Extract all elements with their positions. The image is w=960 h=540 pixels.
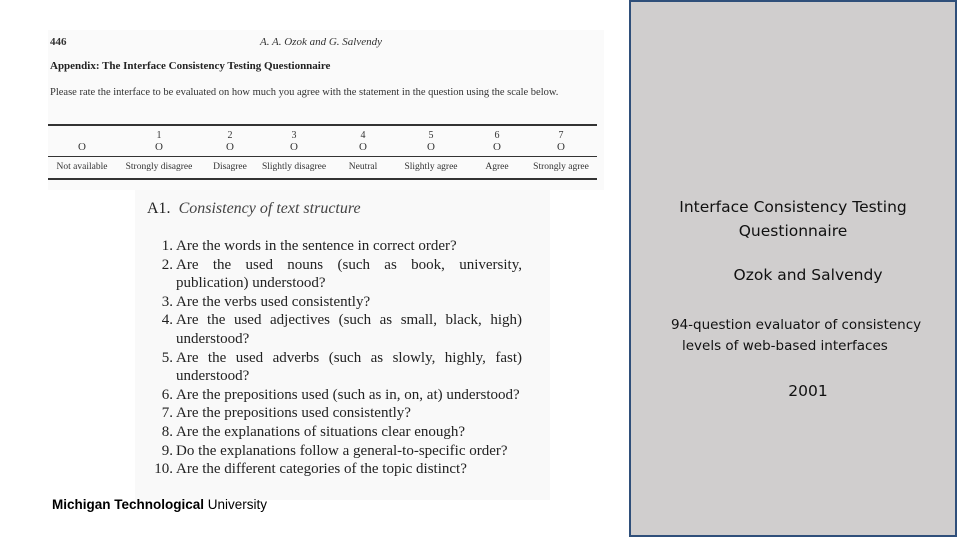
appendix-title: Appendix: The Interface Consistency Testing Questionnaire [50,60,331,72]
question-number: 4. [161,312,173,329]
panel-year: 2001 [788,382,828,400]
question-item [147,349,522,386]
question-number: 2. [161,256,173,273]
panel-description-line2: levels of web-based interfaces [682,338,888,354]
scale-circle: O [155,141,163,153]
scale-circle: O [557,141,565,153]
section-id: A1. [147,200,171,217]
question-text: Do the explanations follow a general-to-specific order? [176,442,508,459]
panel-authors: Ozok and Salvendy [733,266,883,284]
question-text: Are the words in the sentence in correct order? [176,238,457,254]
question-text: Are the prepositions used (such as in, on, at) understood? [176,386,520,403]
panel-description [671,315,960,357]
section-title [147,200,361,218]
question-section [135,190,550,500]
scale-number: 6 [494,130,500,141]
question-item [147,293,522,312]
instructions-text: Please rate the interface to be evaluated on how much you agree with the statement in the question using the scale below. [50,87,559,98]
question-item [147,237,522,256]
question-item [147,311,522,348]
panel-title-line1: Interface Consistency Testing [679,198,907,216]
question-item [147,423,522,442]
question-list [147,237,522,479]
scale-circle: O [226,141,234,153]
scale-column [119,130,199,172]
scale-circle: O [427,141,435,153]
logo-regular-text: University [207,497,268,512]
question-text: Are the used adjectives (such as small, black, high) understood? [176,312,522,347]
question-text: Are the verbs used consistently? [176,293,371,310]
question-number: 8. [161,423,173,440]
university-logo [52,497,267,512]
section-name: Consistency of text structure [178,200,361,217]
page-authors: A. A. Ozok and G. Salvendy [260,36,382,48]
question-item [147,442,522,461]
question-number: 3. [161,293,173,310]
question-text: Are the used adverbs (such as slowly, highly, fast) understood? [176,349,522,385]
scale-label: Not available [56,162,108,172]
question-number: 5. [161,349,173,366]
question-number: 1. [161,238,173,254]
scale-column [42,130,122,172]
question-number: 10. [154,461,173,478]
question-item [147,386,522,405]
scale-number: 4 [360,130,366,141]
scale-label: Strongly agree [533,162,589,172]
rating-scale-table [48,124,597,180]
scale-number: 2 [227,130,233,141]
question-number: 6. [161,386,173,403]
scale-number: 5 [428,130,434,141]
scale-column [521,130,601,172]
question-text: Are the prepositions used consistently? [176,405,411,422]
panel-description-line1: 94-question evaluator of consistency [671,317,922,333]
question-item [147,404,522,423]
scale-number: 3 [291,130,297,141]
scale-circle: O [359,141,367,153]
question-number: 9. [161,442,173,459]
scale-circle: O [78,141,86,153]
scale-column [254,130,334,172]
scale-number: 1 [156,130,162,141]
scale-label: Agree [485,162,509,172]
panel-title [631,195,955,243]
scale-label: Slightly agree [404,162,458,172]
scale-label: Disagree [213,162,247,172]
question-item [147,256,522,293]
logo-bold-text: Michigan Technological [52,497,205,512]
question-item [147,460,522,479]
scale-label: Neutral [348,162,378,172]
page-number: 446 [50,36,67,48]
scale-circle: O [290,141,298,153]
scale-circle: O [493,141,501,153]
summary-panel [629,0,957,537]
scale-label: Slightly disagree [261,162,327,172]
question-number: 7. [161,405,173,422]
question-text: Are the explanations of situations clear enough? [176,423,466,440]
panel-title-line2: Questionnaire [738,222,848,240]
question-text: Are the different categories of the topic distinct? [176,461,467,478]
scale-number: 7 [558,130,564,141]
scale-number [42,130,122,141]
question-text: Are the used nouns (such as book, university, publication) understood? [176,256,522,292]
scale-label: Strongly disagree [125,162,193,172]
